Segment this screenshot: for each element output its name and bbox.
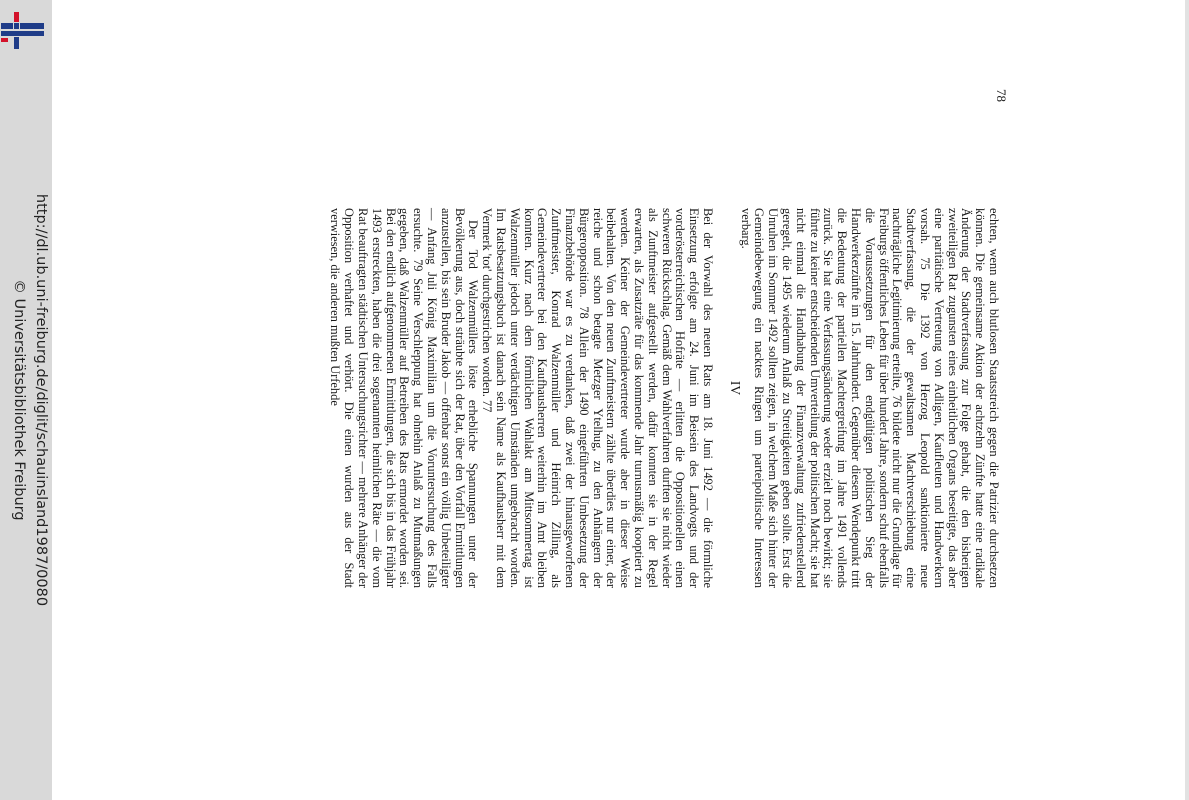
sidebar-credit: [0, 0, 52, 800]
source-url[interactable]: http://dl.ub.uni-freiburg.de/diglit/schauinsland1987/0080: [33, 193, 49, 607]
document-page: [270, 89, 1010, 603]
paragraph-2: Bei der Vorwahl des neuen Rats am 18. Juni 1492 — die förmliche Einsetzung erfolgte am 24. Juni im Beisein des Landvogts und der vorderösterreichischen Hofräte — erlitten die Oppositionellen einen schweren Rückschlag. Gemäß dem Wahlverfahren durften sie nicht wieder als Zunftmeister aufgestellt werden, dafür konnten sie in der Regel erwarten, als Zusatzräte für das kommende Jahr turnusmäßig kooptiert zu werden. Keiner der Gemeindevertreter wurde aber in dieser Weise beibehalten. Von den neuen Zunftmeistern zählte überdies nur einer, der reiche und schon betagte Metzger Ytelhug, zu den Anhängern der Bürgeropposition. 78 Allein der 1490 eingeführten Umbesetzung der Finanzbehörde war es zu verdanken, daß zwei der hinausgeworfenen Zunftmeister, Konrad Walzenmüller und Heinrich Zilling, als Gemeindevertreter bei den Kaufhausherren weiterhin im Amt bleiben konnten. Kurz nach dem förmlichen Wahlakt am Mittsommertag ist Walzenmüller jedoch unter verdächtigen Umständen umgebracht worden. Im Ratsbesatzungsbuch ist danach sein Name als Kaufhausherr mit dem Vermerk 'tot' durchgestrichen worden. 77: [480, 208, 715, 588]
page-number: 78: [994, 89, 1009, 102]
viewer-sidebar: [0, 0, 52, 800]
section-heading: IV: [728, 380, 743, 396]
paragraph-group: [328, 208, 714, 588]
paragraph-1: echten, wenn auch blutlosen Staatsstreich gegen die Patrizier durchsetzen können. Die gemeinsame Aktion der achtzehn Zünfte hatte eine radikale Änderung der Stadtverfassung zur Folge gehabt, die den bisherigen zweiteiligen Rat zugunsten eines einheitlichen Organs beseitigte, das aber eine paritätische Vertretung von Adligen, Kaufleuten und Handwerkern vorsah. 75 Die 1392 von Herzog Leopold sanktionierte neue Stadtverfassung, die der gewaltsamen Machtverschiebung eine nachträgliche Legitimierung erteilte, 76 bildete nicht nur die Grundlage für Freiburgs öffentliches Leben für über hundert Jahre, sondern schuf ebenfalls die Voraussetzungen für den endgültigen politischen Sieg der Handwerkerzünfte im 15. Jahrhundert. Gegenüber diesem Wendepunkt tritt die Bedeutung der partiellen Machtergreifung im Jahre 1491 vollends zurück. Sie hat eine Verfassungsänderung weder erzielt noch bewirkt; sie führte zu keiner entscheidenden Umverteilung der politischen Macht; sie hat nicht einmal die Handhabung der Finanzverwaltung zufriedenstellend geregelt, die 1495 wiederum Anlaß zu Streitigkeiten geben sollte. Erst die Unruhen im Sommer 1492 sollten zeigen, in welchem Maße sich hinter der Gemeindebewegung ein nacktes Ringen um parteipolitische Interessen verbarg.: [738, 208, 1001, 588]
paragraph-3: Der Tod Walzenmüllers löste erhebliche Spannungen unter der Bevölkerung aus, doch sträubte sich der Rat, über den Vorfall Ermittlungen anzustellen, bis sein Bruder Jakob — offenbar sonst ein völlig Unbeteiligter — Anfang Juli König Maximilian um die Voruntersuchung des Falls ersuchte. 79 Seine Verschleppung hat ohnehin Anlaß zu Mutmaßungen gegeben, daß Walzenmüller auf Betreiben des Rats ermordet worden sei. Bei den endlich aufgenommenen Ermittlungen, die sich bis in das Frühjahr 1493 erstreckten, haben die drei sogenannten heimlichen Räte — die vom Rat beauftragten städtischen Untersuchungsrichter — mehrere Anhänger der Opposition verhaftet und verhört. Die einen wurden aus der Stadt verwiesen, die anderen mußten Urfehde: [328, 208, 481, 588]
scroll-edge: [1185, 0, 1189, 800]
copyright-notice: © Universitätsbibliothek Freiburg: [11, 279, 27, 521]
